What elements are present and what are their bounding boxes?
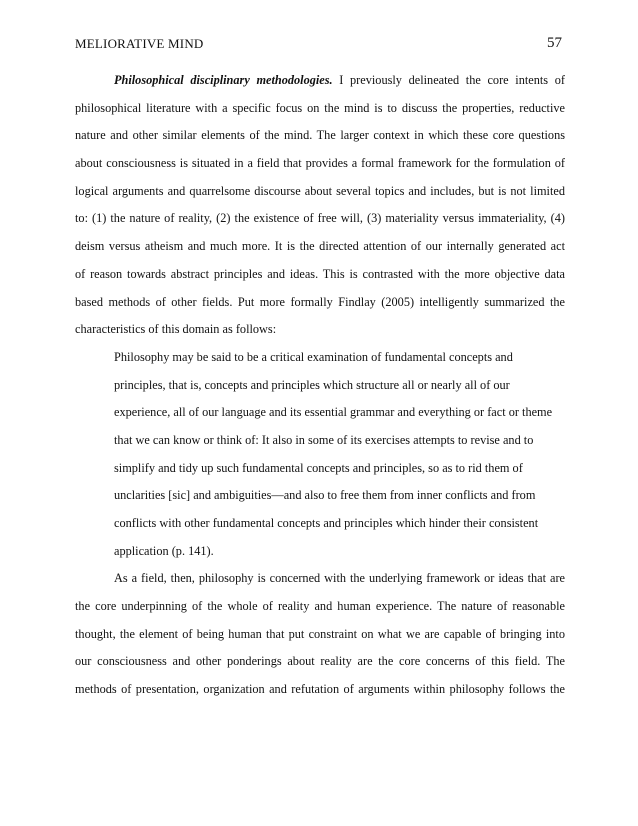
paragraph-line: based methods of other fields. Put more formally Findlay (2005) intelligently summarized the <box>75 294 565 309</box>
paragraph-line: nature and other similar elements of the mind. The larger context in which these core questions <box>75 128 565 143</box>
paragraph-text: I previously delineated the core intents of <box>332 73 565 87</box>
paragraph-1 <box>75 67 565 344</box>
quote-line: experience, all of our language and its essential grammar and everything or fact or theme <box>114 405 553 420</box>
quote-line: Philosophy may be said to be a critical examination of fundamental concepts and <box>114 349 513 364</box>
paragraph-line: to: (1) the nature of reality, (2) the existence of free will, (3) materiality versus immateriality, (4) <box>75 211 565 226</box>
paragraph-line: As a field, then, philosophy is concerned with the underlying framework or ideas that are <box>114 571 565 586</box>
paragraph-line: methods of presentation, organization and refutation of arguments within philosophy follows the <box>75 682 565 697</box>
paragraph-line: the core underpinning of the whole of reality and human experience. The nature of reasonable <box>75 599 565 614</box>
block-quote <box>75 344 565 566</box>
quote-line: principles, that is, concepts and principles which structure all or nearly all of our <box>114 377 510 392</box>
quote-line: application (p. 141). <box>114 543 214 558</box>
paragraph-line: our consciousness and other ponderings about reality are the core concerns of this field. The <box>75 654 565 669</box>
quote-line: that we can know or think of: It also in some of its exercises attempts to revise and to <box>114 432 534 447</box>
body-text <box>75 67 565 704</box>
paragraph-line <box>75 67 565 95</box>
paragraph-2 <box>75 565 565 703</box>
section-heading: Philosophical disciplinary methodologies. <box>114 73 333 87</box>
quote-line: simplify and tidy up such fundamental concepts and principles, so as to rid them of <box>114 460 523 475</box>
paragraph-line: deism versus atheism and much more. It is the directed attention of our internally generated act <box>75 239 565 254</box>
paragraph-line: of reason towards abstract principles and ideas. This is contrasted with the more objective data <box>75 266 565 281</box>
paragraph-line: logical arguments and quarrelsome discourse about several topics and includes, but is not limited <box>75 183 565 198</box>
paragraph-line: philosophical literature with a specific focus on the mind is to discuss the properties, reductive <box>75 100 565 115</box>
paragraph-line: thought, the element of being human that put constraint on what we are capable of bringing into <box>75 626 565 641</box>
paragraph-line: about consciousness is situated in a field that provides a formal framework for the formulation of <box>75 156 565 171</box>
quote-line: unclarities [sic] and ambiguities—and also to free them from inner conflicts and from <box>114 488 536 503</box>
paragraph-line: characteristics of this domain as follows: <box>75 322 277 337</box>
running-head: MELIORATIVE MIND <box>75 36 204 51</box>
quote-line: conflicts with other fundamental concepts and principles which hinder their consistent <box>114 516 539 530</box>
page-number: 57 <box>547 35 562 51</box>
